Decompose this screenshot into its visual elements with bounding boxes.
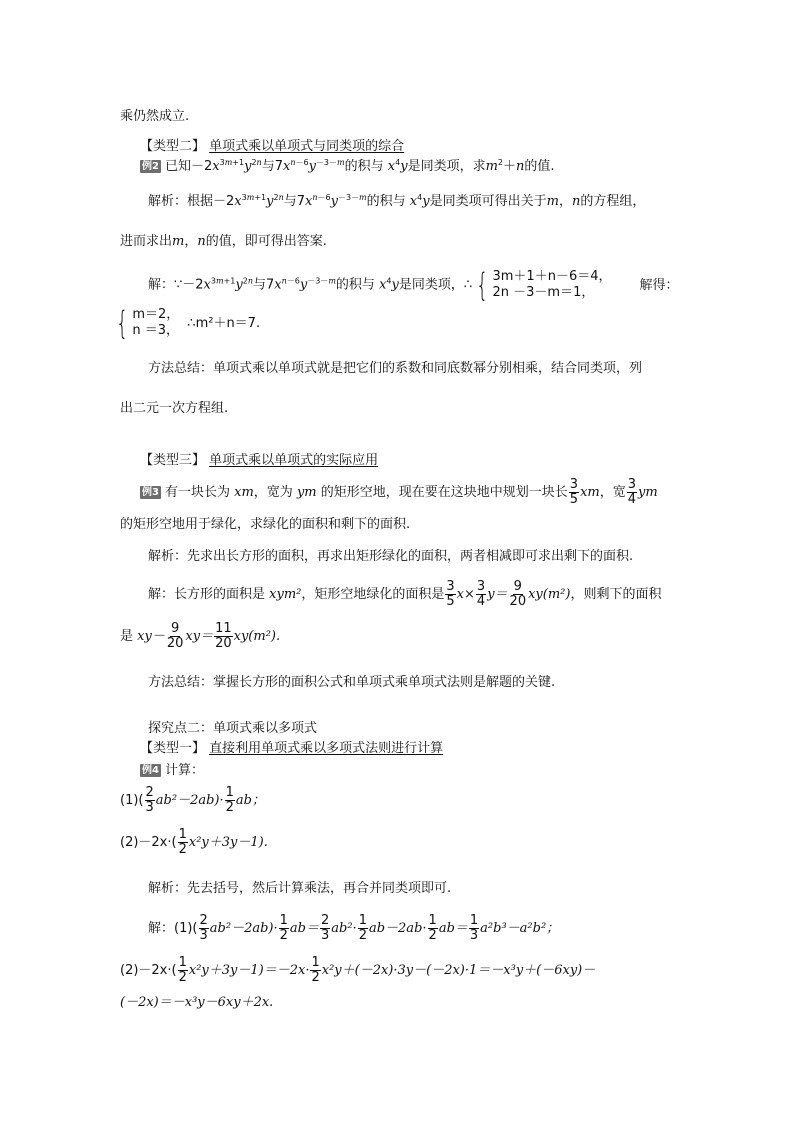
example-badge: 例4 — [142, 765, 159, 776]
example-3-solution-cont: 是 xy－ $\frac{9}{20}$ xy＝ $\frac{11}{20}$ xy(m²). — [120, 621, 281, 651]
example-badge: 例2 — [142, 161, 159, 172]
example-3-analysis: 解析：先求出长方形的面积，再求出矩形绿化的面积，两者相减即可求出剩下的面积. — [148, 549, 634, 564]
section-type-1-heading: 【类型一】 直接利用单项式乘以多项式法则进行计算 — [140, 741, 444, 756]
section-type-2-heading: 【类型二】 单项式乘以单项式与同类项的综合 — [140, 139, 405, 154]
fraction: $\frac{2}{3}$ — [145, 785, 154, 815]
example-3-question-cont: 的矩形空地用于绿化，求绿化的面积和剩下的面积. — [120, 517, 411, 532]
fraction: $\frac{3}{5}$ — [446, 579, 455, 609]
fraction: $\frac{9}{20}$ — [509, 579, 527, 609]
fraction: $\frac{11}{20}$ — [215, 621, 232, 651]
fraction: $\frac{1}{2}$ — [225, 785, 234, 815]
fraction: $\frac{1}{2}$ — [358, 913, 367, 943]
fraction: $\frac{1}{3}$ — [469, 913, 479, 943]
example-4-solution-3: (－2x)＝－x³y－6xy＋2x. — [120, 995, 274, 1010]
example-2-summary-cont: 出二元一次方程组. — [120, 401, 229, 416]
example-4-analysis: 解析：先去括号，然后计算乘法，再合并同类项即可. — [148, 881, 452, 896]
fraction: $\frac{2}{3}$ — [320, 913, 330, 943]
inquiry-point-2: 探究点二：单项式乘以多项式 — [148, 721, 318, 736]
fraction: $\frac{3}{5}$ — [569, 477, 579, 507]
example-3-question: 例3 有一块长为 xm，宽为 ym 的矩形空地，现在要在这块地中规划一块长 $\frac{3}{5}$ xm，宽 $\frac{3}{4}$ ym — [142, 477, 658, 507]
example-2-analysis-cont: 进而求出m，n的值，即可得出答案. — [120, 234, 327, 249]
fraction: $\frac{2}{3}$ — [199, 913, 208, 943]
equation-system-2: { m＝2， n ＝3， — [116, 304, 180, 342]
example-2-solution-result: { m＝2， n ＝3， ∴m²＋n＝7. — [112, 306, 260, 341]
example-4-part-2: (2)－2x·( $\frac{1}{2}$ x²y＋3y－1). — [120, 827, 268, 857]
section-type-3-heading: 【类型三】 单项式乘以单项式的实际应用 — [140, 453, 379, 468]
example-4-solution-1: 解：(1)( $\frac{2}{3}$ ab²－2ab)· $\frac{1}{2}$ ab＝ $\frac{2}{3}$ ab²· $\frac{1}{2}$ ab－2ab· $\frac{1}{2}$ ab＝ $\frac{1}{3}$ a²b³－a²b²； — [148, 913, 560, 943]
example-4-part-1: (1)( $\frac{2}{3}$ ab²－2ab)· $\frac{1}{2}$ ab； — [120, 785, 265, 815]
fraction: $\frac{1}{2}$ — [311, 955, 320, 985]
fraction: $\frac{1}{2}$ — [279, 913, 288, 943]
example-2-solution: 解：$\because-2x^{3m+1}y^{2n}$与$7x^{n-6}y^{-3-m}$的积与 $x^4y$是同类项，∴ { 3m＋1＋n－6＝4， 2n －3－m＝1， 解得： — [148, 266, 679, 304]
example-badge: 例3 — [142, 487, 159, 498]
example-4-question: 例4 计算： — [142, 763, 204, 778]
example-3-solution: 解：长方形的面积是 xym²，矩形空地绿化的面积是 $\frac{3}{5}$ x× $\frac{3}{4}$ y＝ $\frac{9}{20}$ xy(m²)，则剩下的面积 — [148, 579, 662, 609]
example-3-summary: 方法总结：掌握长方形的面积公式和单项式乘单项式法则是解题的关键. — [148, 675, 556, 690]
fraction: $\frac{1}{2}$ — [178, 827, 187, 857]
example-2-question: 例2 已知$-2x^{3m+1}y^{2n}$与$7x^{n-6}y^{-3-m}$的积与 $x^4y$是同类项，求$m^2+n$的值. — [142, 158, 555, 174]
fraction: $\frac{3}{4}$ — [627, 477, 637, 507]
example-4-solution-2: (2)－2x·( $\frac{1}{2}$ x²y＋3y－1)＝－2x· $\frac{1}{2}$ x²y＋(－2x)·3y－(－2x)·1＝－x³y＋(－6xy)－ — [120, 955, 596, 985]
fraction: $\frac{3}{4}$ — [476, 579, 486, 609]
fraction: $\frac{1}{2}$ — [178, 955, 187, 985]
equation-system-1: { 3m＋1＋n－6＝4， 2n －3－m＝1， — [476, 266, 612, 304]
example-2-analysis: 解析：根据$-2x^{3m+1}y^{2n}$与$7x^{n-6}y^{-3-m}$的积与 $x^4y$是同类项可得出关于m，n的方程组， — [148, 193, 646, 209]
paragraph-continued: 乘仍然成立. — [120, 109, 190, 124]
example-2-summary: 方法总结：单项式乘以单项式就是把它们的系数和同底数幂分别相乘，结合同类项，列 — [148, 361, 643, 376]
fraction: $\frac{9}{20}$ — [166, 621, 184, 651]
fraction: $\frac{1}{2}$ — [428, 913, 437, 943]
